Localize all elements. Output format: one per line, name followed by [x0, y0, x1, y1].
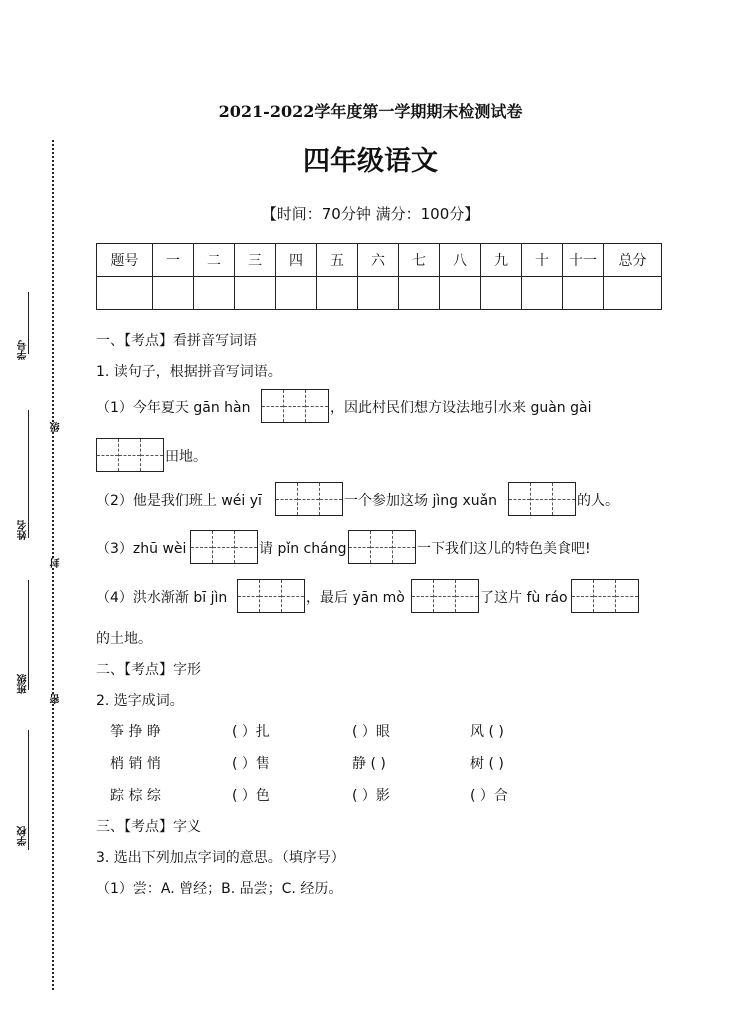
seal-mark-feng: 封 [51, 558, 62, 568]
header-cell: 九 [481, 244, 522, 277]
question1-prompt: 1. 读句子，根据拼音写词语。 [96, 364, 282, 380]
score-cell[interactable] [563, 277, 604, 310]
score-cell[interactable] [481, 277, 522, 310]
blank-1-1[interactable]: ( ）扎 [232, 724, 270, 740]
s4-text-b: ，最后 yān mò [306, 590, 405, 606]
char-group-3: 踪 棕 综 [110, 788, 161, 804]
section3-heading: 三、【考点】字义 [96, 819, 201, 835]
subject-title: 四年级语文 [303, 146, 438, 177]
header-cell: 一 [153, 244, 194, 277]
score-cell[interactable] [235, 277, 276, 310]
score-cell[interactable] [276, 277, 317, 310]
writing-grid-pinchang[interactable] [348, 530, 416, 564]
score-cell[interactable] [97, 277, 153, 310]
writing-grid-yanmo[interactable] [411, 579, 479, 613]
s1-text-b: ，因此村民们想方设法地引水来 guàn gài [330, 400, 592, 416]
writing-grid-weiyi[interactable] [275, 482, 343, 516]
s4-text-c: 了这片 fù ráo [480, 590, 568, 606]
s3-text-b: 请 pǐn cháng [259, 541, 347, 557]
score-cell[interactable] [317, 277, 358, 310]
score-table-entry-row [97, 277, 662, 310]
writing-grid-furao[interactable] [571, 579, 639, 613]
header-cell: 五 [317, 244, 358, 277]
seal-mark-mi: 密 [51, 694, 62, 704]
header-cell: 七 [399, 244, 440, 277]
class-label: 班级 [18, 674, 29, 694]
header-cell: 十一 [563, 244, 604, 277]
blank-2-1[interactable]: ( ）售 [232, 756, 270, 772]
section1-heading: 一、【考点】看拼音写词语 [96, 333, 257, 349]
section2-heading: 二、【考点】字形 [96, 662, 201, 678]
score-cell[interactable] [522, 277, 563, 310]
writing-grid-zhuwei[interactable] [190, 530, 258, 564]
s1-text-c: 田地。 [165, 449, 207, 465]
writing-grid-guangai[interactable] [96, 438, 164, 472]
blank-2-2[interactable]: 静 ( ) [352, 756, 386, 772]
blank-1-3[interactable]: 风 ( ) [470, 724, 504, 740]
blank-3-3[interactable]: ( ）合 [470, 788, 508, 804]
s2-text-b: 一个参加这场 jìng xuǎn [344, 493, 498, 509]
name-line [28, 410, 29, 538]
score-cell[interactable] [399, 277, 440, 310]
score-cell[interactable] [604, 277, 662, 310]
s3-text-a: （3）zhū wèi [96, 541, 187, 557]
exam-title: 2021-2022学年度第一学期期末检测试卷 [218, 102, 523, 121]
blank-3-1[interactable]: ( ）色 [232, 788, 270, 804]
header-cell: 四 [276, 244, 317, 277]
name-label: 姓名 [18, 520, 29, 540]
blank-2-3[interactable]: 树 ( ) [470, 756, 504, 772]
s2-text-a: （2）他是我们班上 wéi yī [96, 493, 262, 509]
seal-mark-ji: 级 [51, 422, 62, 432]
blank-3-2[interactable]: ( ）影 [352, 788, 390, 804]
score-table [96, 243, 662, 310]
header-cell: 总分 [604, 244, 662, 277]
s4-text-d: 的土地。 [96, 631, 152, 647]
header-cell: 三 [235, 244, 276, 277]
s1-text-a: （1）今年夏天 gān hàn [96, 400, 251, 416]
s3-text-c: 一下我们这儿的特色美食吧! [417, 541, 591, 557]
char-group-1: 筝 挣 睁 [110, 724, 161, 740]
time-score-info: 【时间：70分钟 满分：100分】 [261, 205, 480, 223]
header-cell: 二 [194, 244, 235, 277]
blank-1-2[interactable]: ( ）眼 [352, 724, 390, 740]
score-table-header-row [97, 244, 662, 277]
s2-text-c: 的人。 [577, 493, 619, 509]
score-cell[interactable] [153, 277, 194, 310]
writing-grid-bijin[interactable] [237, 579, 305, 613]
score-cell[interactable] [194, 277, 235, 310]
school-label: 学校 [18, 826, 29, 846]
writing-grid-ganhan[interactable] [261, 389, 329, 423]
writing-grid-jingxuan[interactable] [508, 482, 576, 516]
char-group-2: 梢 销 悄 [110, 756, 161, 772]
header-cell: 题号 [97, 244, 153, 277]
header-cell: 八 [440, 244, 481, 277]
question2-prompt: 2. 选字成词。 [96, 693, 184, 709]
q3-item-1: （1）尝：A. 曾经；B. 品尝；C. 经历。 [96, 881, 343, 897]
s4-text-a: （4）洪水渐渐 bī jìn [96, 590, 228, 606]
header-cell: 十 [522, 244, 563, 277]
score-cell[interactable] [440, 277, 481, 310]
student-id-label: 学号 [18, 340, 29, 360]
score-cell[interactable] [358, 277, 399, 310]
header-cell: 六 [358, 244, 399, 277]
question3-prompt: 3. 选出下列加点字词的意思。（填序号） [96, 850, 345, 866]
